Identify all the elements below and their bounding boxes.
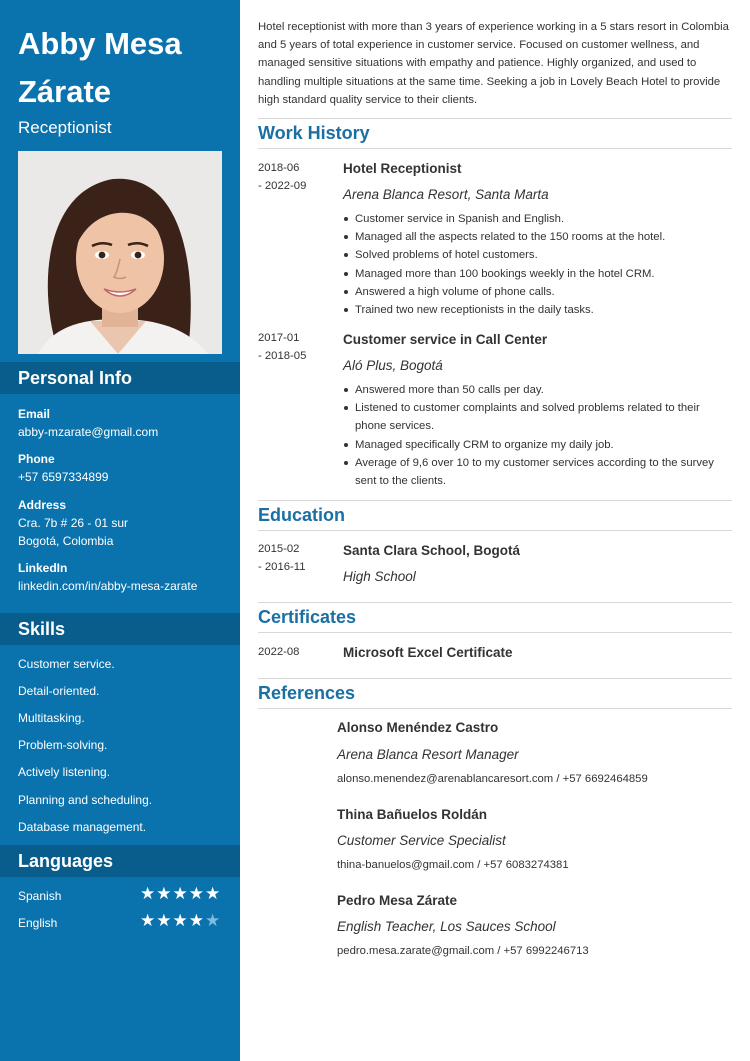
certificates-heading: Certificates bbox=[258, 607, 357, 627]
work-history-heading: Work History bbox=[258, 123, 370, 143]
language-rating-stars bbox=[140, 911, 221, 931]
star-icon: ★ bbox=[172, 911, 189, 930]
list-item: Answered more than 50 calls per day. bbox=[343, 381, 733, 399]
divider bbox=[258, 118, 732, 119]
personal-info-header bbox=[0, 362, 240, 394]
email-label: Email bbox=[18, 407, 51, 421]
email-value[interactable]: abby-mzarate@gmail.com bbox=[18, 425, 159, 439]
education-start-date: 2015-02 bbox=[258, 543, 300, 555]
skills-heading: Skills bbox=[18, 619, 66, 639]
list-item: Managed specifically CRM to organize my daily job. bbox=[343, 436, 733, 454]
job-end-date: - 2022-09 bbox=[258, 180, 307, 192]
skill-item: Actively listening. bbox=[18, 765, 111, 779]
degree: High School bbox=[343, 569, 416, 584]
list-item: Average of 9,6 over 10 to my customer services according to the survey sent to the clients. bbox=[343, 454, 733, 490]
sidebar bbox=[0, 0, 240, 1061]
star-icon: ★ bbox=[205, 911, 222, 930]
skill-item: Problem-solving. bbox=[18, 738, 108, 752]
linkedin-label: LinkedIn bbox=[18, 561, 68, 575]
reference-role: English Teacher, Los Sauces School bbox=[337, 919, 556, 934]
list-item: Answered a high volume of phone calls. bbox=[343, 283, 733, 301]
job-start-date: 2018-06 bbox=[258, 162, 300, 174]
star-icon: ★ bbox=[172, 884, 189, 903]
phone-label: Phone bbox=[18, 452, 55, 466]
reference-contact[interactable]: thina-banuelos@gmail.com / +57 6083274381 bbox=[337, 859, 569, 871]
job-position: Hotel Receptionist bbox=[343, 161, 462, 176]
divider bbox=[258, 708, 732, 709]
certificate-date: 2022-08 bbox=[258, 646, 300, 658]
linkedin-value[interactable]: linkedin.com/in/abby-mesa-zarate bbox=[18, 579, 198, 593]
reference-name: Pedro Mesa Zárate bbox=[337, 893, 458, 908]
references-heading: References bbox=[258, 683, 356, 703]
star-icon: ★ bbox=[140, 911, 157, 930]
certificate-name: Microsoft Excel Certificate bbox=[343, 645, 513, 660]
language-name: English bbox=[18, 916, 58, 930]
school-name: Santa Clara School, Bogotá bbox=[343, 543, 521, 558]
skill-item: Multitasking. bbox=[18, 711, 85, 725]
reference-contact[interactable]: alonso.menendez@arenablancaresort.com / +57 6692464859 bbox=[337, 773, 648, 785]
skill-item: Detail-oriented. bbox=[18, 684, 100, 698]
job-company: Aló Plus, Bogotá bbox=[343, 358, 443, 373]
divider bbox=[258, 678, 732, 679]
reference-role: Customer Service Specialist bbox=[337, 833, 506, 848]
profile-photo bbox=[18, 151, 222, 354]
list-item: Managed more than 100 bookings weekly in the hotel CRM. bbox=[343, 265, 733, 283]
job-end-date: - 2018-05 bbox=[258, 350, 307, 362]
list-item: Solved problems of hotel customers. bbox=[343, 246, 733, 264]
divider bbox=[258, 602, 732, 603]
skill-item: Planning and scheduling. bbox=[18, 793, 153, 807]
personal-info-heading: Personal Info bbox=[18, 368, 133, 388]
address-line-2: Bogotá, Colombia bbox=[18, 534, 114, 548]
job-duties-list bbox=[343, 381, 733, 490]
reference-role: Arena Blanca Resort Manager bbox=[337, 747, 519, 762]
education-end-date: - 2016-11 bbox=[258, 561, 306, 573]
education-heading: Education bbox=[258, 505, 346, 525]
skills-header bbox=[0, 613, 240, 645]
languages-heading: Languages bbox=[18, 851, 114, 871]
divider bbox=[258, 632, 732, 633]
list-item: Listened to customer complaints and solved problems related to their phone services. bbox=[343, 399, 733, 435]
profile-summary: Hotel receptionist with more than 3 years of experience working in a 5 stars resort in Colombia and 5 years of total experience in customer service. Focused on customer wellness, and managed sensitive situations with empathy and patience. Highly organized, and used to handling multiple situations at the same time. Seeking a job in Lovely Beach Hotel to provide high standard quality service to their clients. bbox=[258, 21, 729, 106]
star-icon: ★ bbox=[156, 911, 173, 930]
list-item: Trained two new receptionists in the daily tasks. bbox=[343, 301, 733, 319]
job-company: Arena Blanca Resort, Santa Marta bbox=[343, 187, 549, 202]
star-icon: ★ bbox=[188, 884, 205, 903]
job-start-date: 2017-01 bbox=[258, 332, 300, 344]
address-label: Address bbox=[18, 498, 67, 512]
portrait-image bbox=[18, 151, 222, 354]
skill-item: Customer service. bbox=[18, 657, 115, 671]
reference-contact[interactable]: pedro.mesa.zarate@gmail.com / +57 6992246713 bbox=[337, 945, 589, 957]
job-position: Customer service in Call Center bbox=[343, 332, 548, 347]
skill-item: Database management. bbox=[18, 820, 147, 834]
language-rating-stars bbox=[140, 884, 221, 904]
languages-header bbox=[0, 845, 240, 877]
list-item: Customer service in Spanish and English. bbox=[343, 210, 733, 228]
star-icon: ★ bbox=[140, 884, 157, 903]
divider bbox=[258, 148, 732, 149]
star-icon: ★ bbox=[156, 884, 173, 903]
address-line-1: Cra. 7b # 26 - 01 sur bbox=[18, 516, 129, 530]
job-duties-list bbox=[343, 210, 733, 319]
language-name: Spanish bbox=[18, 889, 62, 903]
phone-value[interactable]: +57 6597334899 bbox=[18, 470, 109, 484]
job-title: Receptionist bbox=[18, 118, 112, 137]
star-icon: ★ bbox=[205, 884, 222, 903]
candidate-name: Abby Mesa Zárate bbox=[18, 26, 182, 109]
reference-name: Thina Bañuelos Roldán bbox=[337, 807, 488, 822]
reference-name: Alonso Menéndez Castro bbox=[337, 720, 499, 735]
star-icon: ★ bbox=[188, 911, 205, 930]
list-item: Managed all the aspects related to the 150 rooms at the hotel. bbox=[343, 228, 733, 246]
divider bbox=[258, 500, 732, 501]
divider bbox=[258, 530, 732, 531]
